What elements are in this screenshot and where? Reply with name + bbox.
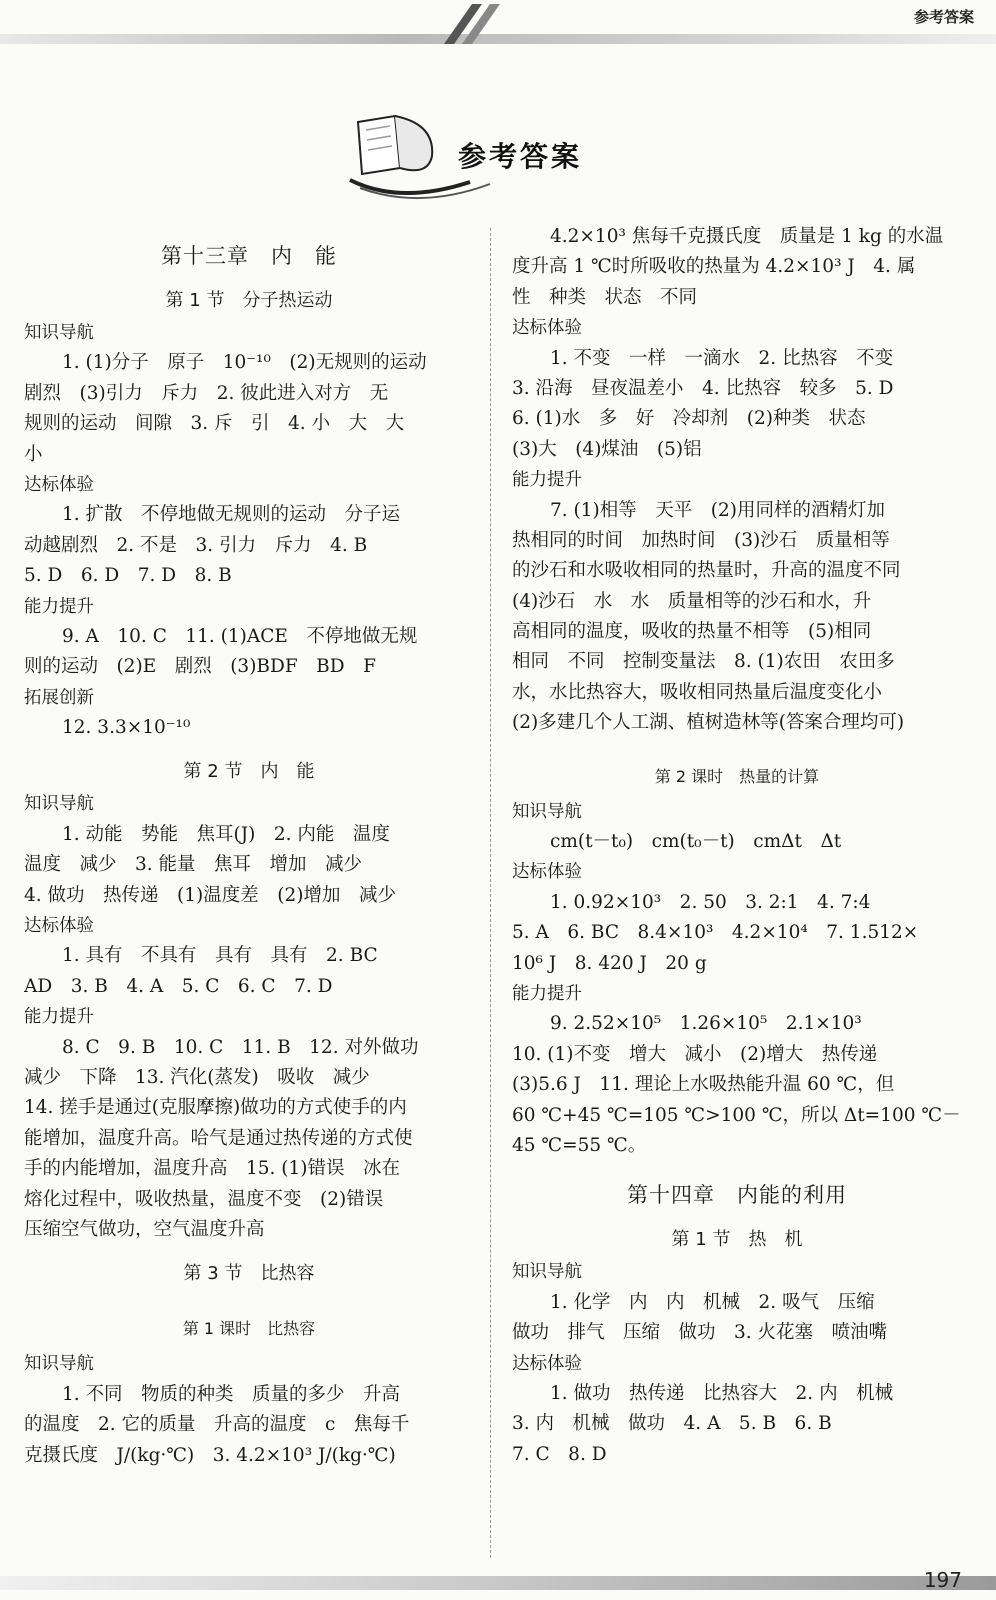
answer-line: 1. 化学 内 内 机械 2. 吸气 压缩 (550, 1291, 875, 1313)
answer-line: 9. A 10. C 11. (1)ACE 不停地做无规 (62, 625, 418, 647)
answer-line: 温度 减少 3. 能量 焦耳 增加 减少 (24, 854, 363, 876)
answer-line: 高相同的温度，吸收的热量不相等 (5)相同 (512, 621, 872, 643)
answer-line: 1. 扩散 不停地做无规则的运动 分子运 (62, 504, 401, 526)
section-heading: 第 2 节 内 能 (183, 761, 315, 783)
answer-line: 8. C 9. B 10. C 11. B 12. 对外做功 (62, 1036, 419, 1058)
left-column (24, 222, 474, 1471)
answer-line: 熔化过程中，吸收热量，温度不变 (2)错误 (24, 1188, 384, 1210)
answer-line: 1. 动能 势能 焦耳(J) 2. 内能 温度 (62, 823, 390, 845)
answer-line: 克摄氏度 J/(kg·℃) 3. 4.2×10³ J/(kg·℃) (24, 1444, 396, 1466)
part-label: 知识导航 (24, 1354, 94, 1375)
answer-line: 10⁶ J 8. 420 J 20 g (512, 952, 707, 974)
answer-line: 1. 具有 不具有 具有 具有 2. BC (62, 945, 378, 967)
lesson-heading: 第 2 课时 热量的计算 (654, 766, 820, 786)
chapter-heading: 第十三章 内 能 (161, 244, 337, 268)
answer-line: 动越剧烈 2. 不是 3. 引力 斥力 4. B (24, 534, 368, 556)
answer-line: (3)5.6 J 11. 理论上水吸热能升温 60 ℃，但 (512, 1074, 895, 1096)
answer-line: 热相同的时间 加热时间 (3)沙石 质量相等 (512, 529, 890, 551)
section-heading: 第 3 节 比热容 (183, 1263, 315, 1285)
answer-line: 度升高 1 ℃时所吸收的热量为 4.2×10³ J 4. 属 (512, 256, 916, 278)
answer-line: 14. 搓手是通过(克服摩擦)做功的方式使手的内 (24, 1097, 407, 1119)
answer-line: (2)多建几个人工湖、植树造林等(答案合理均可) (512, 712, 905, 734)
answer-line: 手的内能增加，温度升高 15. (1)错误 冰在 (24, 1158, 401, 1180)
answer-line: 5. D 6. D 7. D 8. B (24, 565, 232, 587)
answer-line: 4. 做功 热传递 (1)温度差 (2)增加 减少 (24, 884, 396, 906)
answer-line: 1. (1)分子 原子 10⁻¹⁰ (2)无规则的运动 (62, 352, 427, 374)
section-heading: 第 1 节 热 机 (671, 1229, 803, 1251)
answer-line: 规则的运动 间隙 3. 斥 引 4. 小 大 大 (24, 413, 405, 435)
answer-line: 7. C 8. D (512, 1443, 607, 1465)
part-label: 能力提升 (24, 1007, 94, 1028)
answer-line: 1. 不同 物质的种类 质量的多少 升高 (62, 1383, 401, 1405)
answer-line: 7. (1)相等 天平 (2)用同样的酒精灯加 (550, 499, 885, 521)
part-label: 能力提升 (512, 470, 582, 491)
answer-line: 9. 2.52×10⁵ 1.26×10⁵ 2.1×10³ (550, 1013, 862, 1035)
part-label: 知识导航 (24, 794, 94, 815)
part-label: 知识导航 (512, 1262, 582, 1283)
answer-line: cm(t－t₀) cm(t₀－t) cmΔt Δt (550, 831, 842, 853)
answer-line: 压缩空气做功，空气温度升高 (24, 1218, 265, 1240)
answer-line: 3. 内 机械 做功 4. A 5. B 6. B (512, 1413, 832, 1435)
answer-line: 能增加，温度升高。哈气是通过热传递的方式使 (24, 1127, 413, 1149)
answer-line: 45 ℃=55 ℃。 (512, 1134, 647, 1156)
top-band (0, 34, 996, 44)
answer-line: 水，水比热容大，吸收相同热量后温度变化小 (512, 681, 883, 703)
answer-line: 做功 排气 压缩 做功 3. 火花塞 喷油嘴 (512, 1322, 888, 1344)
bottom-band (0, 1576, 996, 1590)
answer-line: 减少 下降 13. 汽化(蒸发) 吸收 减少 (24, 1066, 370, 1088)
chapter-heading: 第十四章 内能的利用 (627, 1183, 847, 1208)
answer-line: AD 3. B 4. A 5. C 6. C 7. D (24, 975, 333, 997)
answer-line: 的沙石和水吸收相同的热量时，升高的温度不同 (512, 560, 901, 582)
part-label: 能力提升 (24, 596, 94, 617)
answer-line: 性 种类 状态 不同 (512, 286, 698, 308)
answer-line: 3. 沿海 昼夜温差小 4. 比热容 较多 5. D (512, 377, 894, 399)
answer-line: 则的运动 (2)E 剧烈 (3)BDF BD F (24, 656, 376, 678)
page-number: 197 (923, 1568, 962, 1592)
page-title: 参考答案 (458, 140, 583, 173)
part-label: 达标体验 (24, 916, 94, 937)
top-decoration (0, 0, 996, 52)
answer-line: (3)大 (4)煤油 (5)铝 (512, 438, 702, 460)
running-header: 参考答案 (913, 8, 974, 26)
answer-line: 小 (24, 443, 43, 465)
part-label: 知识导航 (512, 801, 582, 822)
answer-line: 5. A 6. BC 8.4×10³ 4.2×10⁴ 7. 1.512× (512, 922, 919, 944)
answer-line: 1. 不变 一样 一滴水 2. 比热容 不变 (550, 347, 894, 369)
answer-line: 6. (1)水 多 好 冷却剂 (2)种类 状态 (512, 408, 866, 430)
right-column (512, 222, 962, 1470)
part-label: 达标体验 (512, 862, 582, 883)
part-label: 达标体验 (512, 1353, 582, 1374)
lesson-heading: 第 1 课时 比热容 (182, 1319, 316, 1339)
answer-line: (4)沙石 水 水 质量相等的沙石和水，升 (512, 590, 872, 612)
answer-line: 1. 0.92×10³ 2. 50 3. 2:1 4. 7:4 (550, 891, 871, 913)
part-label: 达标体验 (512, 318, 582, 339)
part-label: 知识导航 (24, 323, 94, 343)
column-divider (490, 228, 491, 1558)
section-heading: 第 1 节 分子热运动 (165, 290, 333, 311)
answer-line: 1. 做功 热传递 比热容大 2. 内 机械 (550, 1382, 894, 1404)
part-label: 达标体验 (24, 474, 94, 495)
part-label: 拓展创新 (24, 687, 94, 708)
answer-line: 12. 3.3×10⁻¹⁰ (62, 717, 191, 739)
answer-line: 的温度 2. 它的质量 升高的温度 c 焦每千 (24, 1414, 410, 1436)
answer-line: 60 ℃+45 ℃=105 ℃>100 ℃，所以 Δt=100 ℃－ (512, 1104, 961, 1126)
answer-line: 相同 不同 控制变量法 8. (1)农田 农田多 (512, 651, 895, 673)
answer-line: 10. (1)不变 增大 减小 (2)增大 热传递 (512, 1043, 878, 1065)
part-label: 能力提升 (512, 983, 582, 1004)
answer-line: 剧烈 (3)引力 斥力 2. 彼此进入对方 无 (24, 382, 389, 404)
answer-line: 4.2×10³ 焦每千克摄氏度 质量是 1 kg 的水温 (550, 226, 944, 247)
bottom-decoration (0, 1548, 996, 1600)
